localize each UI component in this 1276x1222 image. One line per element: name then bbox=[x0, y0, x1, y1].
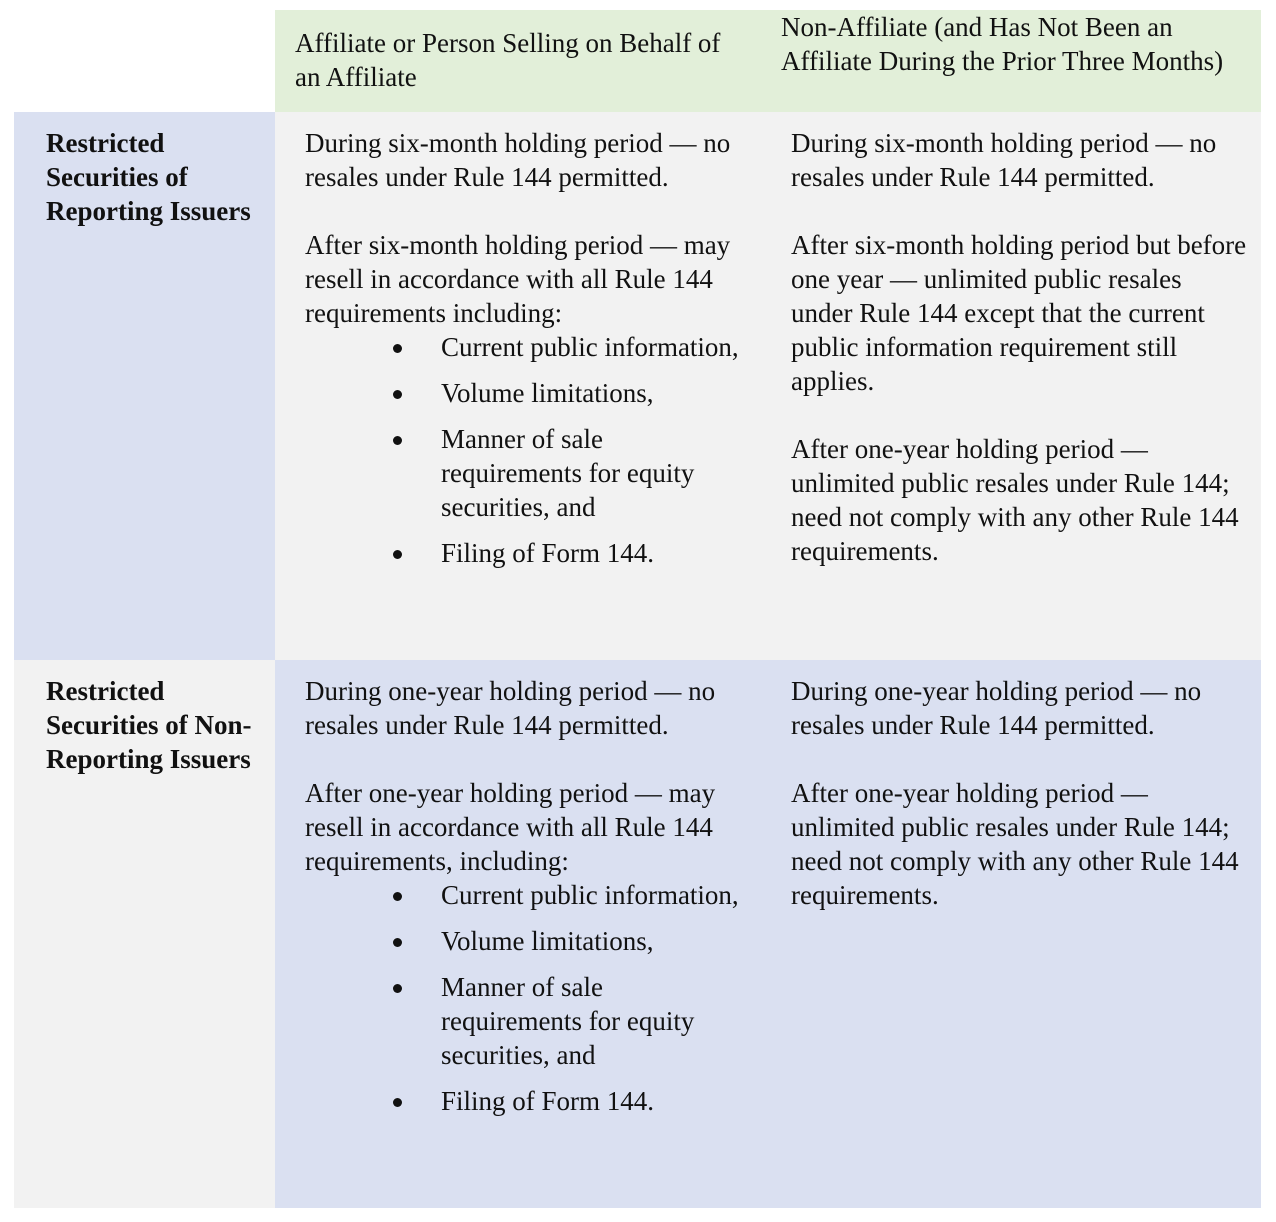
requirements-list bbox=[305, 330, 749, 570]
affiliate-cell bbox=[275, 660, 769, 1208]
list-item: Manner of sale requirements for equity securities, and bbox=[441, 970, 749, 1072]
corner-cell bbox=[14, 10, 275, 112]
list-item: Current public information, bbox=[441, 330, 749, 364]
paragraph: After one-year holding period — unlimited public resales under Rule 144; need not comply with any other Rule 144 requirements. bbox=[791, 778, 1239, 910]
row-non-reporting-issuers bbox=[14, 660, 1261, 1208]
rule-144-table bbox=[14, 10, 1261, 1208]
list-item: Filing of Form 144. bbox=[441, 1084, 749, 1118]
list-item: Volume limitations, bbox=[441, 376, 749, 410]
header-affiliate: Affiliate or Person Selling on Behalf of an Affiliate bbox=[275, 10, 769, 112]
paragraph: During six-month holding period — no resales under Rule 144 permitted. bbox=[305, 128, 731, 192]
paragraph: After one-year holding period — unlimited public resales under Rule 144; need not comply with any other Rule 144 requirements. bbox=[791, 434, 1239, 566]
paragraph: After six-month holding period — may resell in accordance with all Rule 144 requirements including: bbox=[305, 230, 731, 328]
header-non-affiliate: Non-Affiliate (and Has Not Been an Affiliate During the Prior Three Months) bbox=[769, 10, 1261, 112]
list-item: Manner of sale requirements for equity securities, and bbox=[441, 422, 749, 524]
header-row bbox=[14, 10, 1261, 112]
non-affiliate-cell bbox=[769, 660, 1261, 1208]
paragraph: During six-month holding period — no resales under Rule 144 permitted. bbox=[791, 128, 1217, 192]
requirements-list bbox=[305, 878, 749, 1118]
paragraph: After six-month holding period but before one year — unlimited public resales under Rule 144 except that the current public information requirement still applies. bbox=[791, 230, 1247, 396]
non-affiliate-cell bbox=[769, 112, 1261, 660]
list-item: Volume limitations, bbox=[441, 924, 749, 958]
list-item: Filing of Form 144. bbox=[441, 536, 749, 570]
affiliate-cell bbox=[275, 112, 769, 660]
paragraph: During one-year holding period — no resales under Rule 144 permitted. bbox=[305, 676, 716, 740]
paragraph: After one-year holding period — may resell in accordance with all Rule 144 requirements, including: bbox=[305, 778, 716, 876]
paragraph: During one-year holding period — no resales under Rule 144 permitted. bbox=[791, 676, 1202, 740]
row-reporting-issuers bbox=[14, 112, 1261, 660]
row-label: Restricted Securities of Reporting Issuers bbox=[14, 112, 275, 660]
list-item: Current public information, bbox=[441, 878, 749, 912]
row-label: Restricted Securities of Non-Reporting Issuers bbox=[14, 660, 275, 1208]
